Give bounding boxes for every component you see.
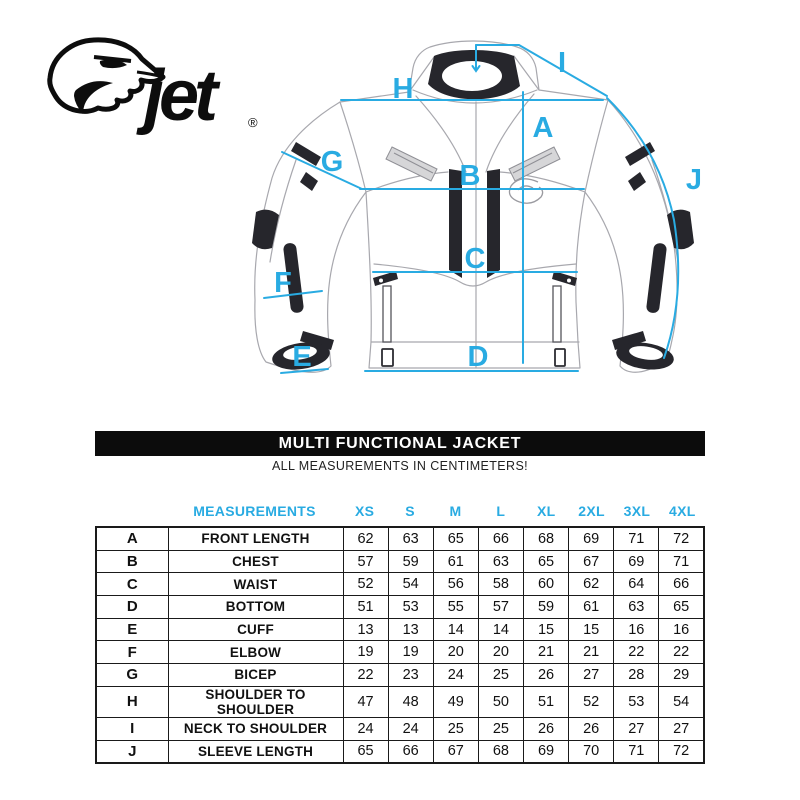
size-value: 23 — [388, 664, 433, 687]
size-value: 57 — [478, 596, 523, 619]
size-value: 13 — [343, 618, 388, 641]
size-value: 68 — [524, 527, 569, 550]
size-value: 66 — [388, 740, 433, 763]
size-value: 71 — [614, 527, 659, 550]
size-value: 55 — [433, 596, 478, 619]
measurement-name: BOTTOM — [168, 596, 343, 619]
size-value: 66 — [659, 573, 704, 596]
row-key: G — [96, 664, 168, 687]
size-value: 59 — [524, 596, 569, 619]
size-column-header: M — [449, 503, 462, 519]
size-value: 15 — [524, 618, 569, 641]
size-value: 22 — [659, 641, 704, 664]
label-A: A — [532, 112, 554, 144]
units-note: ALL MEASUREMENTS IN CENTIMETERS! — [271, 459, 529, 473]
size-value: 58 — [478, 573, 523, 596]
size-value: 27 — [614, 717, 659, 740]
measurement-name: SLEEVE LENGTH — [168, 740, 343, 763]
measurement-name: NECK TO SHOULDER — [168, 717, 343, 740]
table-row — [96, 664, 704, 687]
size-value: 60 — [524, 573, 569, 596]
left-flap-snap — [379, 279, 383, 283]
size-value: 25 — [478, 717, 523, 740]
size-value: 54 — [659, 686, 704, 717]
row-key: I — [96, 717, 168, 740]
size-value: 61 — [569, 596, 614, 619]
measurement-name: SHOULDER TO SHOULDER — [168, 686, 343, 717]
row-key: D — [96, 596, 168, 619]
size-value: 22 — [614, 641, 659, 664]
measurement-name: FRONT LENGTH — [168, 527, 343, 550]
label-B: B — [459, 160, 481, 192]
size-column-header: L — [496, 503, 506, 519]
size-value: 65 — [433, 527, 478, 550]
jacket-measurement-diagram — [250, 10, 720, 425]
size-value: 62 — [569, 573, 614, 596]
size-value: 27 — [569, 664, 614, 687]
size-column-header: 2XL — [578, 503, 605, 519]
measurement-name: BICEP — [168, 664, 343, 687]
label-D: D — [467, 341, 489, 373]
size-value: 71 — [659, 550, 704, 573]
size-table — [95, 526, 705, 764]
jacket-dark-panels — [252, 50, 694, 373]
size-value: 53 — [388, 596, 433, 619]
right-flap-snap — [567, 279, 571, 283]
table-row — [96, 573, 704, 596]
label-F: F — [274, 267, 292, 299]
size-value: 69 — [569, 527, 614, 550]
size-value: 69 — [614, 550, 659, 573]
size-value: 57 — [343, 550, 388, 573]
row-key: H — [96, 686, 168, 717]
size-value: 63 — [388, 527, 433, 550]
row-key: J — [96, 740, 168, 763]
size-value: 25 — [433, 717, 478, 740]
size-value: 20 — [433, 641, 478, 664]
brand-name-text: jet — [144, 56, 214, 136]
size-value: 22 — [343, 664, 388, 687]
size-value: 26 — [524, 717, 569, 740]
table-row — [96, 596, 704, 619]
size-column-header: 3XL — [623, 503, 651, 519]
size-value: 65 — [659, 596, 704, 619]
size-value: 49 — [433, 686, 478, 717]
size-value: 56 — [433, 573, 478, 596]
size-value: 24 — [343, 717, 388, 740]
label-E: E — [292, 341, 312, 373]
size-column-header: S — [405, 503, 415, 519]
size-value: 21 — [569, 641, 614, 664]
row-key: F — [96, 641, 168, 664]
size-value: 14 — [478, 618, 523, 641]
table-row — [96, 717, 704, 740]
banner-title — [95, 431, 705, 456]
label-H: H — [392, 73, 414, 105]
size-value: 62 — [343, 527, 388, 550]
size-value: 20 — [478, 641, 523, 664]
size-value: 67 — [433, 740, 478, 763]
size-value: 28 — [614, 664, 659, 687]
size-value: 53 — [614, 686, 659, 717]
banner-title-text: MULTI FUNCTIONAL JACKET — [278, 435, 522, 452]
size-value: 66 — [478, 527, 523, 550]
size-value: 72 — [659, 740, 704, 763]
size-value: 27 — [659, 717, 704, 740]
table-row — [96, 550, 704, 573]
measurement-name: CHEST — [168, 550, 343, 573]
jet-eagle-logo-icon — [36, 30, 266, 145]
size-value: 19 — [388, 641, 433, 664]
size-value: 50 — [478, 686, 523, 717]
size-value: 15 — [569, 618, 614, 641]
measure-line-J — [607, 98, 678, 358]
registered-mark: ® — [248, 115, 258, 130]
size-value: 70 — [569, 740, 614, 763]
size-value: 16 — [659, 618, 704, 641]
table-row — [96, 618, 704, 641]
size-value: 16 — [614, 618, 659, 641]
size-value: 63 — [478, 550, 523, 573]
size-value: 69 — [524, 740, 569, 763]
measurement-name: ELBOW — [168, 641, 343, 664]
size-value: 26 — [569, 717, 614, 740]
size-value: 52 — [343, 573, 388, 596]
size-column-header: XL — [536, 503, 556, 519]
size-value: 59 — [388, 550, 433, 573]
size-value: 63 — [614, 596, 659, 619]
size-value: 72 — [659, 527, 704, 550]
row-key: E — [96, 618, 168, 641]
size-value: 24 — [388, 717, 433, 740]
size-table-grid — [95, 526, 705, 764]
header-spacer — [95, 519, 167, 524]
size-value: 51 — [343, 596, 388, 619]
brand-logo — [36, 30, 266, 145]
size-value: 54 — [388, 573, 433, 596]
measurement-name: WAIST — [168, 573, 343, 596]
table-row — [96, 686, 704, 717]
measurements-header: MEASUREMENTS — [193, 503, 316, 519]
size-value: 67 — [569, 550, 614, 573]
table-row — [96, 740, 704, 763]
label-I: I — [557, 47, 567, 79]
size-value: 26 — [524, 664, 569, 687]
size-column-header: XS — [355, 503, 375, 519]
size-value: 51 — [524, 686, 569, 717]
size-value: 21 — [524, 641, 569, 664]
size-value: 64 — [614, 573, 659, 596]
size-value: 48 — [388, 686, 433, 717]
size-value: 13 — [388, 618, 433, 641]
table-header-row — [95, 498, 705, 524]
size-value: 52 — [569, 686, 614, 717]
size-value: 68 — [478, 740, 523, 763]
size-value: 19 — [343, 641, 388, 664]
size-value: 61 — [433, 550, 478, 573]
size-value: 47 — [343, 686, 388, 717]
size-value: 24 — [433, 664, 478, 687]
label-G: G — [320, 146, 344, 178]
table-row — [96, 641, 704, 664]
measurement-name: CUFF — [168, 618, 343, 641]
size-value: 71 — [614, 740, 659, 763]
table-row — [96, 527, 704, 550]
label-C: C — [464, 243, 486, 275]
row-key: C — [96, 573, 168, 596]
size-value: 29 — [659, 664, 704, 687]
row-key: A — [96, 527, 168, 550]
row-key: B — [96, 550, 168, 573]
size-value: 25 — [478, 664, 523, 687]
chest-logo-swoosh — [509, 179, 542, 203]
label-J: J — [685, 164, 703, 196]
size-value: 65 — [524, 550, 569, 573]
size-value: 65 — [343, 740, 388, 763]
size-value: 14 — [433, 618, 478, 641]
size-column-header: 4XL — [669, 503, 696, 519]
